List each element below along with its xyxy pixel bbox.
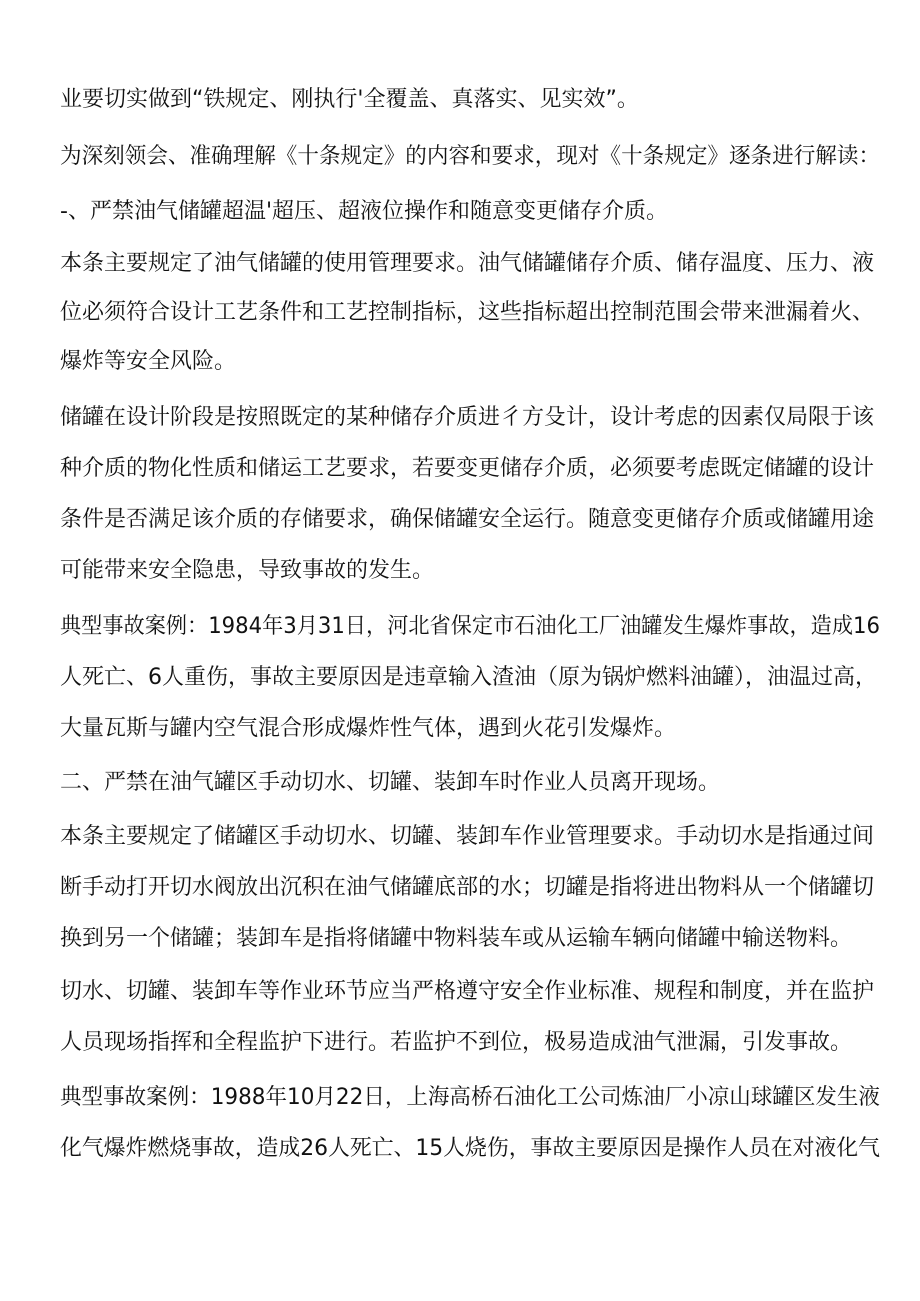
text-line-2: 为深刻领会、准确理解《十条规定》的内容和要求，现对《十条规定》逐条进行解读： [60,144,881,169]
text-line-12: 人死亡、6人重伤，事故主要原因是违章输入渣油（原为锅炉燃料油罐），油温过高， [60,665,877,690]
text-line-20: 典型事故案例：1988年10月22日，上海高桥石油化工公司炼油厂小凉山球罐区发生液 [60,1085,880,1110]
text-line-9: 条件是否满足该介质的存储要求，确保储罐安全运行。随意变更储存介质或储罐用途 [60,507,875,532]
text-line-10: 可能带来安全隐患，导致事故的发生。 [60,558,435,583]
text-line-11: 典型事故案例：1984年3月31日，河北省保定市石油化工厂油罐发生爆炸事故，造成16 [60,614,880,639]
text-line-14: 二、严禁在油气罐区手动切水、切罐、装卸车时作业人员离开现场。 [60,770,721,795]
text-line-7: 储罐在设计阶段是按照既定的某种储存介质进彳方殳计，设计考虑的因素仅局限于该 [60,405,875,430]
text-line-3: -、严禁油气储罐超温'超压、超液位操作和随意变更储存介质。 [60,199,668,224]
text-line-18: 切水、切罐、装卸车等作业环节应当严格遵守安全作业标准、规程和制度，并在监护 [60,979,875,1004]
text-line-8: 种介质的物化性质和储运工艺要求，若要变更储存介质，必须要考虑既定储罐的设计 [60,456,875,481]
text-line-6: 爆炸等安全风险。 [60,349,237,374]
text-line-13: 大量瓦斯与罐内空气混合形成爆炸性气体，遇到火花引发爆炸。 [60,716,677,741]
text-line-5: 位必须符合设计工艺条件和工艺控制指标，这些指标超出控制范围会带来泄漏着火、 [60,300,875,325]
text-line-19: 人员现场指挥和全程监护下进行。若监护不到位，极易造成油气泄漏，引发事故。 [60,1030,853,1055]
text-line-4: 本条主要规定了油气储罐的使用管理要求。油气储罐储存介质、储存温度、压力、液 [60,251,875,276]
text-line-21: 化气爆炸燃烧事故，造成26人死亡、15人烧伤，事故主要原因是操作人员在对液化气 [60,1136,880,1161]
text-line-1: 业要切实做到“铁规定、刚执行'全覆盖、真落实、见实效”。 [60,87,639,112]
text-line-16: 断手动打开切水阀放出沉积在油气储罐底部的水；切罐是指将进出物料从一个储罐切 [60,875,875,900]
text-line-17: 换到另一个储罐；装卸车是指将储罐中物料装车或从运输车辆向储罐中输送物料。 [60,926,853,951]
text-line-15: 本条主要规定了储罐区手动切水、切罐、装卸车作业管理要求。手动切水是指通过间 [60,824,875,849]
